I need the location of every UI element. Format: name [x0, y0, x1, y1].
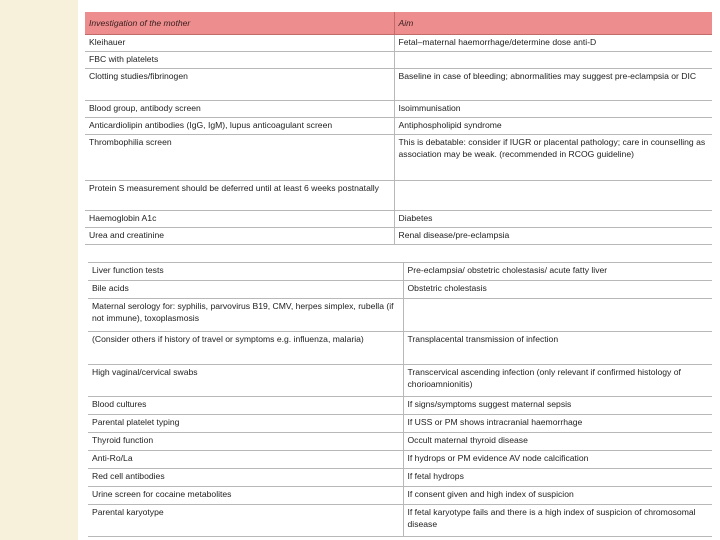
header-investigation: Investigation of the mother [85, 12, 394, 35]
investigation-cell: Clotting studies/fibrinogen [85, 69, 394, 101]
aim-cell: If hydrops or PM evidence AV node calcification [403, 451, 715, 469]
investigation-cell: FBC with platelets [85, 52, 394, 69]
table-row [88, 469, 715, 487]
aim-cell: Fetal–maternal haemorrhage/determine dose anti-D [394, 35, 713, 52]
table-row [88, 487, 715, 505]
aim-cell [403, 299, 715, 332]
investigation-cell: Parental platelet typing [88, 415, 403, 433]
table-row [85, 52, 713, 69]
aim-cell: If USS or PM shows intracranial haemorrhage [403, 415, 715, 433]
table-row [88, 299, 715, 332]
table-row [85, 118, 713, 135]
investigation-cell: Urine screen for cocaine metabolites [88, 487, 403, 505]
table-row [85, 181, 713, 211]
aim-cell: Baseline in case of bleeding; abnormalities may suggest pre-eclampsia or DIC [394, 69, 713, 101]
table-row [85, 69, 713, 101]
investigation-cell: Blood group, antibody screen [85, 101, 394, 118]
aim-cell: If fetal hydrops [403, 469, 715, 487]
investigation-cell: Urea and creatinine [85, 228, 394, 245]
table-header-row [85, 12, 713, 35]
investigation-cell: (Consider others if history of travel or symptoms e.g. influenza, malaria) [88, 332, 403, 365]
aim-cell: Isoimmunisation [394, 101, 713, 118]
aim-cell: Transcervical ascending infection (only relevant if confirmed histology of chorioamnionitis) [403, 365, 715, 397]
aim-cell: Antiphospholipid syndrome [394, 118, 713, 135]
aim-cell: Renal disease/pre-eclampsia [394, 228, 713, 245]
aim-cell: Occult maternal thyroid disease [403, 433, 715, 451]
table-row [88, 281, 715, 299]
investigation-cell: Anticardiolipin antibodies (IgG, IgM), lupus anticoagulant screen [85, 118, 394, 135]
aim-cell: If fetal karyotype fails and there is a high index of suspicion of chromosomal disease [403, 505, 715, 537]
table-row [88, 415, 715, 433]
aim-cell [394, 181, 713, 211]
investigation-cell: Protein S measurement should be deferred until at least 6 weeks postnatally [85, 181, 394, 211]
aim-cell: Obstetric cholestasis [403, 281, 715, 299]
investigation-cell: Thrombophilia screen [85, 135, 394, 181]
aim-cell: If signs/symptoms suggest maternal sepsis [403, 397, 715, 415]
aim-cell: Transplacental transmission of infection [403, 332, 715, 365]
investigation-cell: Thyroid function [88, 433, 403, 451]
investigation-cell: Liver function tests [88, 263, 403, 281]
aim-cell: This is debatable: consider if IUGR or placental pathology; care in counselling as association may be weak. (recommended in RCOG guideline) [394, 135, 713, 181]
investigation-cell: Parental karyotype [88, 505, 403, 537]
table-row [85, 135, 713, 181]
table-row [88, 397, 715, 415]
table-row [88, 263, 715, 281]
table-row [85, 211, 713, 228]
table-row [85, 228, 713, 245]
aim-cell: If consent given and high index of suspicion [403, 487, 715, 505]
investigation-cell: Anti-Ro/La [88, 451, 403, 469]
table-row [85, 101, 713, 118]
aim-cell [394, 52, 713, 69]
investigations-table-bottom [88, 262, 715, 537]
table-row [88, 451, 715, 469]
investigation-cell: Blood cultures [88, 397, 403, 415]
investigation-cell: Haemoglobin A1c [85, 211, 394, 228]
investigation-cell: Bile acids [88, 281, 403, 299]
table-row [85, 35, 713, 52]
investigation-cell: Maternal serology for: syphilis, parvovirus B19, CMV, herpes simplex, rubella (if not immune), toxoplasmosis [88, 299, 403, 332]
right-page-margin [712, 0, 720, 540]
aim-cell: Diabetes [394, 211, 713, 228]
header-aim: Aim [394, 12, 713, 35]
investigations-table-top [85, 12, 713, 245]
investigation-cell: Red cell antibodies [88, 469, 403, 487]
table-row [88, 365, 715, 397]
aim-cell: Pre-eclampsia/ obstetric cholestasis/ acute fatty liver [403, 263, 715, 281]
investigation-cell: High vaginal/cervical swabs [88, 365, 403, 397]
left-decorative-strip [0, 0, 78, 540]
table-row [88, 433, 715, 451]
investigation-cell: Kleihauer [85, 35, 394, 52]
table-row [88, 505, 715, 537]
table-row [88, 332, 715, 365]
